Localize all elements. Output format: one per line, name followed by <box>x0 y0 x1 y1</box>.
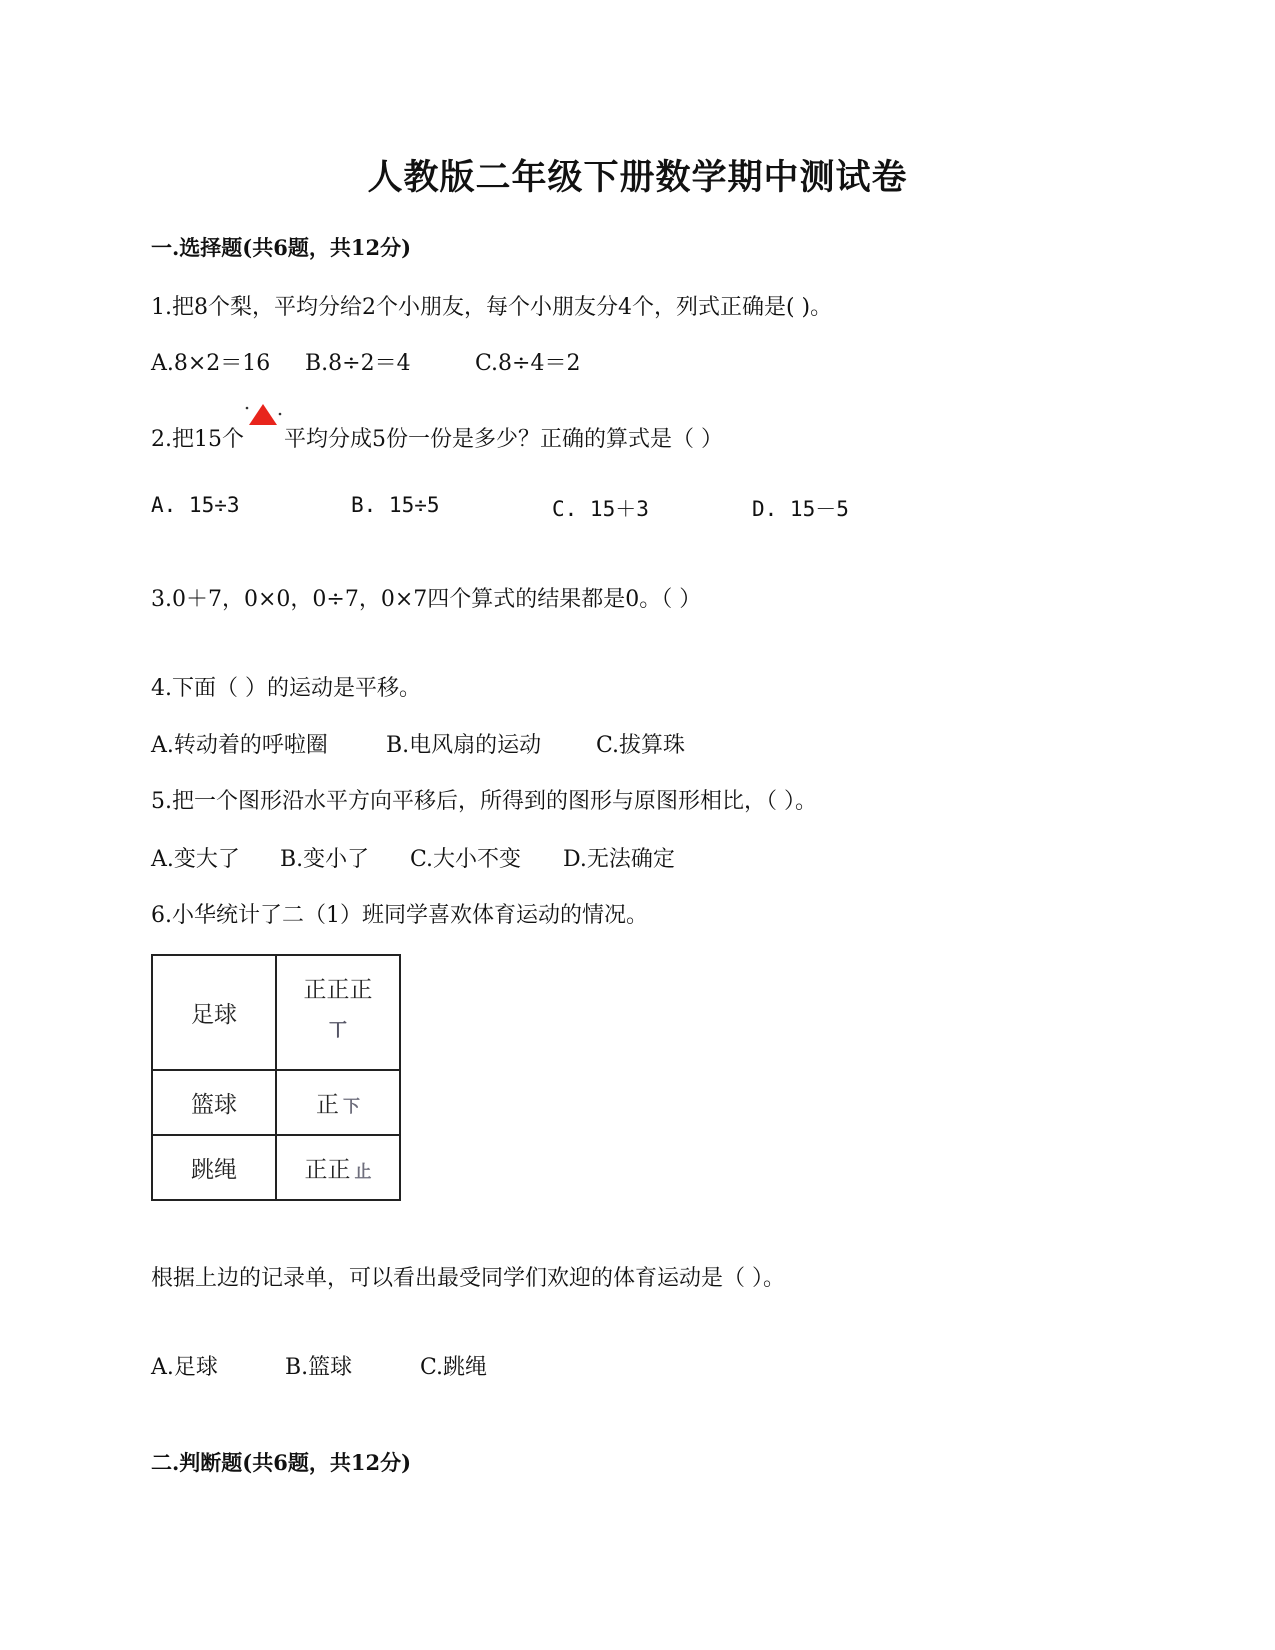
question-1-text: 1.把8个梨，平均分给2个小朋友，每个小朋友分4个，列式正确是( )。 <box>151 295 833 320</box>
question-2-option-b: B. 15÷5 <box>351 493 440 517</box>
tally-table <box>151 954 401 1201</box>
question-2-text <box>151 418 723 453</box>
tally-marks: 正正 <box>304 1157 351 1183</box>
question-5-option-c: C.大小不变 <box>410 847 522 872</box>
tally-marks: 正正正 <box>303 977 373 1003</box>
sport-cell: 篮球 <box>152 1070 276 1135</box>
question-6-option-b: B.篮球 <box>285 1355 353 1380</box>
question-2-option-a: A. 15÷3 <box>151 493 240 517</box>
question-2-text-after: 平均分成5份一份是多少？正确的算式是（ ） <box>284 427 723 452</box>
question-5-option-a: A.变大了 <box>151 847 240 872</box>
question-6-follow-up: 根据上边的记录单，可以看出最受同学们欢迎的体育运动是（ ）。 <box>151 1266 785 1291</box>
question-5-text: 5.把一个图形沿水平方向平移后，所得到的图形与原图形相比，（ ）。 <box>151 789 817 814</box>
question-1-option-a: A.8×2＝16 <box>151 351 271 376</box>
tally-extra-mark: 丅 <box>329 1020 347 1041</box>
table-row <box>152 955 400 1070</box>
question-4-option-a: A.转动着的呼啦圈 <box>151 733 328 758</box>
question-3-text: 3.0＋7，0×0，0÷7，0×7四个算式的结果都是0。（ ） <box>151 587 702 612</box>
question-5-option-b: B.变小了 <box>280 847 370 872</box>
tally-cell <box>276 1070 400 1135</box>
question-6-option-c: C.跳绳 <box>420 1355 488 1380</box>
question-4-option-b: B.电风扇的运动 <box>386 733 542 758</box>
sport-cell: 跳绳 <box>152 1135 276 1200</box>
tally-cell <box>276 955 400 1070</box>
question-4-option-c: C.拔算珠 <box>596 733 686 758</box>
table-row <box>152 1135 400 1200</box>
page-title: 人教版二年级下册数学期中测试卷 <box>367 157 908 198</box>
table-row <box>152 1070 400 1135</box>
tally-cell <box>276 1135 400 1200</box>
question-1-option-b: B.8÷2＝4 <box>305 351 411 376</box>
section-heading-judgment: 二.判断题(共6题，共12分) <box>151 1450 412 1475</box>
question-6-text: 6.小华统计了二（1）班同学喜欢体育运动的情况。 <box>151 903 648 928</box>
red-triangle-icon <box>244 418 284 448</box>
question-2-text-before: 2.把15个 <box>151 427 244 452</box>
question-2-option-c: C. 15＋3 <box>552 497 649 521</box>
sport-cell: 足球 <box>152 955 276 1070</box>
question-6-option-a: A.足球 <box>151 1355 218 1380</box>
question-1-option-c: C.8÷4＝2 <box>475 351 581 376</box>
question-2-option-d: D. 15－5 <box>752 497 849 521</box>
tally-marks: 正 <box>316 1092 339 1118</box>
question-5-option-d: D.无法确定 <box>563 847 675 872</box>
section-heading-choice: 一.选择题(共6题，共12分) <box>151 235 412 260</box>
tally-extra-mark: 下 <box>343 1097 360 1117</box>
question-4-text: 4.下面（ ）的运动是平移。 <box>151 676 421 701</box>
tally-extra-mark: 止 <box>354 1162 372 1182</box>
